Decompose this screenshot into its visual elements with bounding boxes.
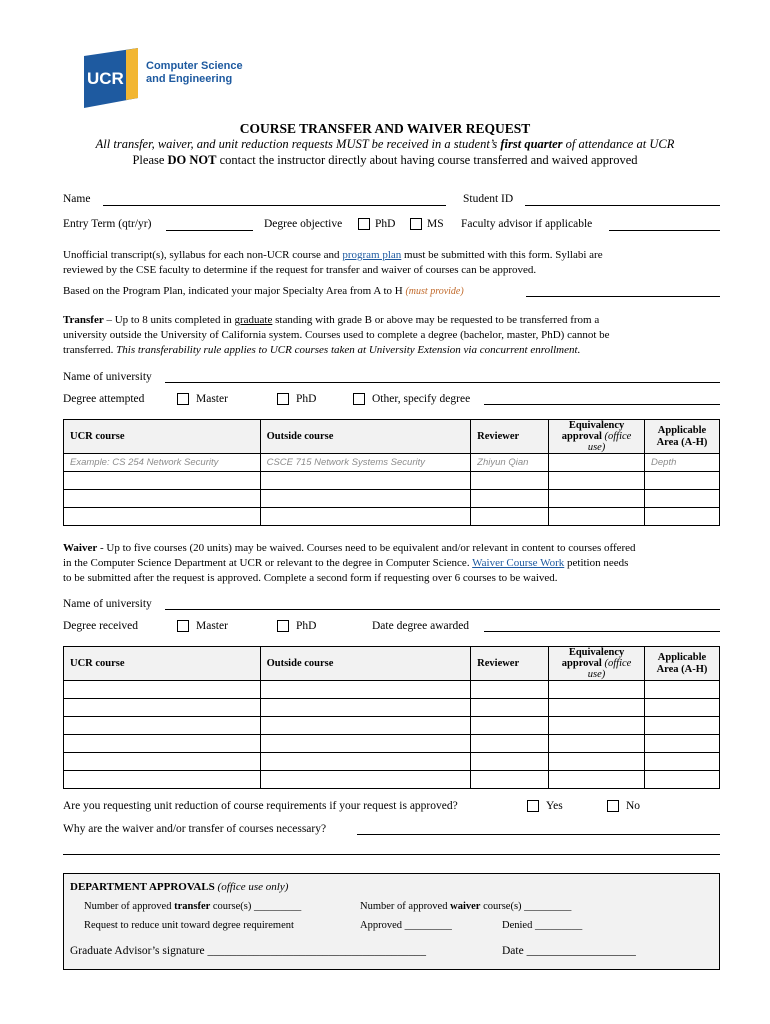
entry-term-label: Entry Term (qtr/yr) — [63, 218, 152, 230]
transfer-description: Transfer – Up to 8 units completed in graduate standing with grade B or above may be requested to be transferred from a university outside the University of California system. Courses used to complete a degree (bachelor, master, PhD) cannot be transferred. This transferability rule applies to UCR courses taken at University Extension via concurrent enrollment. — [63, 314, 610, 356]
faculty-advisor-field[interactable] — [609, 230, 720, 231]
transfer-university-field[interactable] — [165, 382, 720, 383]
waiver-course-work-link[interactable]: Waiver Course Work — [472, 557, 565, 569]
reason-field-line2[interactable] — [63, 854, 720, 855]
table-row[interactable] — [64, 490, 720, 508]
student-id-field[interactable] — [525, 205, 720, 206]
col-applicable-area: Applicable Area (A-H) — [645, 647, 720, 681]
denied-field[interactable]: Denied _________ — [502, 920, 583, 931]
transfer-university-label: Name of university — [63, 371, 152, 383]
table-row[interactable] — [64, 508, 720, 526]
approved-waiver-count[interactable]: Number of approved waiver course(s) _________ — [360, 901, 572, 912]
ms-objective-checkbox[interactable] — [410, 218, 422, 230]
table-header-row — [64, 420, 720, 454]
department-approvals-box — [63, 873, 720, 970]
transfer-master-label: Master — [196, 393, 228, 405]
table-row[interactable] — [64, 472, 720, 490]
waiver-heading: Waiver — [63, 542, 98, 554]
phd-objective-checkbox[interactable] — [358, 218, 370, 230]
table-row[interactable] — [64, 717, 720, 735]
transfer-phd-checkbox[interactable] — [277, 393, 289, 405]
col-ucr-course: UCR course — [64, 420, 261, 454]
approved-transfer-count[interactable]: Number of approved transfer course(s) _________ — [84, 901, 302, 912]
program-plan-link[interactable]: program plan — [342, 249, 402, 261]
table-row[interactable] — [64, 753, 720, 771]
transfer-master-checkbox[interactable] — [177, 393, 189, 405]
date-awarded-label: Date degree awarded — [372, 620, 470, 632]
waiver-phd-label: PhD — [296, 620, 317, 632]
degree-objective-label: Degree objective — [264, 218, 343, 230]
unit-reduction-yes-checkbox[interactable] — [527, 800, 539, 812]
unit-reduction-no-checkbox[interactable] — [607, 800, 619, 812]
specialty-area-label: Based on the Program Plan, indicated your major Specialty Area from A to H (must provide) — [63, 285, 464, 297]
col-reviewer: Reviewer — [471, 647, 549, 681]
phd-objective-label: PhD — [375, 218, 396, 230]
table-header-row — [64, 647, 720, 681]
waiver-master-label: Master — [196, 620, 228, 632]
col-equivalency: Equivalency approval (office use) — [549, 647, 645, 681]
table-row[interactable] — [64, 699, 720, 717]
waiver-table — [63, 646, 720, 789]
reason-question: Why are the waiver and/or transfer of courses necessary? — [63, 823, 327, 835]
transfer-other-checkbox[interactable] — [353, 393, 365, 405]
col-applicable-area: Applicable Area (A-H) — [645, 420, 720, 454]
transfer-other-field[interactable] — [484, 404, 720, 405]
student-id-label: Student ID — [463, 193, 514, 205]
col-reviewer: Reviewer — [471, 420, 549, 454]
unit-reduction-yes-label: Yes — [546, 800, 563, 812]
transfer-heading: Transfer — [63, 314, 104, 326]
degree-attempted-label: Degree attempted — [63, 393, 145, 405]
table-row[interactable] — [64, 771, 720, 789]
col-outside-course: Outside course — [260, 420, 471, 454]
table-row[interactable] — [64, 681, 720, 699]
waiver-university-label: Name of university — [63, 598, 152, 610]
waiver-university-field[interactable] — [165, 609, 720, 610]
waiver-master-checkbox[interactable] — [177, 620, 189, 632]
requirements-paragraph: Unofficial transcript(s), syllabus for each non-UCR course and program plan must be submitted with this form. Syllabi are reviewed by the CSE faculty to determine if the request for transfer and waiver of courses can be approved. — [63, 249, 603, 276]
faculty-advisor-label: Faculty advisor if applicable — [461, 218, 593, 230]
approved-field[interactable]: Approved _________ — [360, 920, 452, 931]
specialty-area-field[interactable] — [526, 296, 720, 297]
department-approvals-title: DEPARTMENT APPROVALS (office use only) — [70, 881, 289, 893]
unit-reduction-no-label: No — [626, 800, 641, 812]
waiver-description: Waiver - Up to five courses (20 units) may be waived. Courses need to be equivalent and/or relevant in content to courses offered in the Computer Science Department at UCR or relevant to the degree in Computer Science. Waiver Course Work petition needs to be submitted after the request is approved. Complete a second form if requesting over 6 courses to be waived. — [63, 542, 636, 584]
unit-reduction-request-label: Request to reduce unit toward degree requirement — [84, 920, 294, 931]
ucr-logo — [84, 48, 138, 108]
unit-reduction-question: Are you requesting unit reduction of course requirements if your request is approved? — [63, 800, 458, 812]
signature-date-field[interactable]: Date ___________________ — [502, 945, 636, 957]
transfer-phd-label: PhD — [296, 393, 317, 405]
col-equivalency: Equivalency approval (office use) — [549, 420, 645, 454]
advisor-signature-field[interactable]: Graduate Advisor’s signature ______________________________________ — [70, 945, 426, 957]
degree-received-label: Degree received — [63, 620, 139, 632]
entry-term-field[interactable] — [166, 230, 253, 231]
date-awarded-field[interactable] — [484, 631, 720, 632]
name-field[interactable] — [103, 205, 446, 206]
transfer-other-label: Other, specify degree — [372, 393, 471, 405]
name-label: Name — [63, 193, 91, 205]
waiver-phd-checkbox[interactable] — [277, 620, 289, 632]
logo-acronym: UCR — [87, 69, 124, 88]
col-outside-course: Outside course — [260, 647, 471, 681]
ms-objective-label: MS — [427, 218, 444, 230]
department-name: Computer Science and Engineering — [146, 60, 243, 85]
reason-field[interactable] — [357, 834, 720, 835]
table-row[interactable] — [64, 735, 720, 753]
contact-notice: Please DO NOT contact the instructor directly about having course transferred and waived approved — [132, 153, 638, 167]
col-ucr-course: UCR course — [64, 647, 261, 681]
transfer-table — [63, 419, 720, 526]
example-row: Example: CS 254 Network Security CSCE 715 Network Systems Security Zhiyun Qian Depth — [64, 454, 720, 472]
deadline-notice: All transfer, waiver, and unit reduction requests MUST be received in a student’s first quarter of attendance at UCR — [95, 137, 675, 151]
form-title: COURSE TRANSFER AND WAIVER REQUEST — [239, 121, 531, 136]
